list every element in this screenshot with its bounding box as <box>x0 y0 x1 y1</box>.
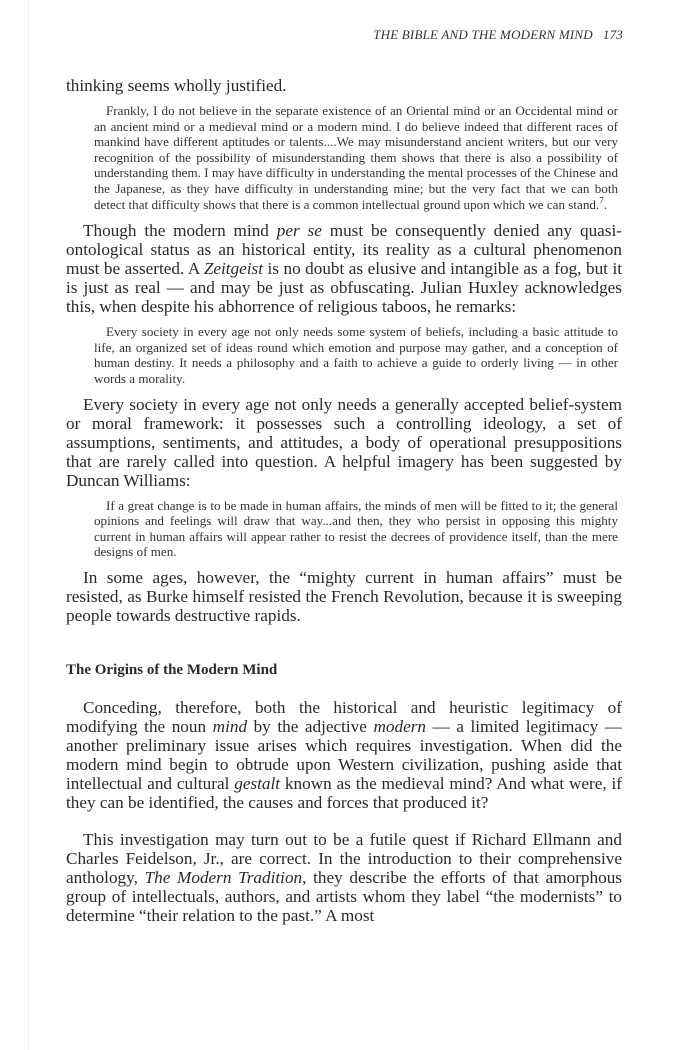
paragraph-belief-system <box>66 395 622 490</box>
paragraph-conceding <box>66 698 622 812</box>
paragraph-investigation <box>66 830 622 925</box>
page-body <box>66 76 622 925</box>
text-run: This investigation may turn out to be a futile quest if Richard Ellmann and Charles Feidelson, Jr., are correct. In the introduction to their comprehensive anthology, <box>66 829 622 887</box>
quote-text: Every society in every age not only needs some system of beliefs, including a basic attitude to life, an organized set of ideas round which emotion and purpose may gather, and a conception of human destiny. It needs a philosophy and a faith to achieve a guide to orderly living — in other words a morality. <box>94 324 618 386</box>
text-run: known as the medieval mind? And what were, if they can be identified, the causes and forces that produced it? <box>66 773 622 812</box>
paragraph-burke <box>66 568 622 625</box>
paragraph-text: Every society in every age not only needs a generally accepted belief-system or moral framework: it possesses such a controlling ideology, a set of assumptions, sentiments, and attitudes, a body of operational presuppositions that are rarely called into question. A helpful imagery has been suggested by Duncan Williams: <box>66 394 622 490</box>
italic-term: per se <box>276 221 322 241</box>
running-title: THE BIBLE AND THE MODERN MIND <box>373 27 593 42</box>
italic-term: modern <box>373 716 426 736</box>
section-heading: The Origins of the Modern Mind <box>66 661 278 678</box>
block-quote-2 <box>94 324 618 386</box>
italic-term: mind <box>212 716 248 736</box>
text-run: Though the modern mind <box>83 221 277 241</box>
block-quote-1 <box>94 103 618 212</box>
running-header <box>0 27 623 43</box>
italic-term: gestalt <box>234 773 281 793</box>
page-number: 173 <box>602 27 623 42</box>
quote-text: Frankly, I do not believe in the separate existence of an Oriental mind or an Occidental mind or an ancient mind or a medieval mind or a modern mind. I do believe indeed that different races of mankind have different aptitudes or talents....We may misunderstand ancient writers, but our very recognition of the possibility of misunderstanding them shows that there is also a possibility of understanding them. I may have difficulty in understanding the mental processes of the Chinese and the Japanese, as they have difficulty in understanding mine; but the very fact that we can both detect that difficulty shows that there is a common intellectual ground upon which we can stand. <box>94 103 618 212</box>
page-edge <box>28 0 29 1050</box>
footnote-marker: 7 <box>599 195 604 206</box>
text-run: is no doubt as elusive and intangible as a fog, but it is just as real — and may be just as obfuscating. Julian Huxley acknowledges this, when despite his abhorrence of religious taboos, he remarks: <box>66 259 622 317</box>
quote-end: . <box>603 196 607 212</box>
paragraph-text: In some ages, however, the “mighty current in human affairs” must be resisted, as Burke himself resisted the French Revolution, because it is sweeping people towards destructive rapids. <box>66 567 622 625</box>
paragraph-continuation <box>66 76 622 95</box>
text-run: Conceding, therefore, both the historical and heuristic legitimacy of modifying the noun <box>66 697 622 736</box>
block-quote-3 <box>94 498 618 560</box>
italic-term: Zeitgeist <box>203 259 264 279</box>
quote-text: If a great change is to be made in human affairs, the minds of men will be fitted to it; the general opinions and feelings will draw that way...and then, they who persist in opposing this mighty current in human affairs will appear rather to resist the decrees of providence itself, than the mere designs of men. <box>94 497 618 560</box>
text-run: , they describe the efforts of that amorphous group of intellectuals, authors, and artists whom they label “the modernists” to determine “their relation to the past.” A most <box>66 867 622 925</box>
paragraph-zeitgeist <box>66 221 622 316</box>
paragraph-text: thinking seems wholly justified. <box>66 76 287 95</box>
text-run: must be consequently denied any quasi-ontological status as an historical entity, its reality as a cultural phenomenon must be asserted. A <box>66 221 622 279</box>
text-run: — a limited legitimacy — another preliminary issue arises which requires investigation. When did the modern mind begin to obtrude upon Western civilization, pushing aside that intellectual and cultural <box>66 716 622 793</box>
text-run: by the adjective <box>247 716 374 736</box>
book-title: The Modern Tradition <box>144 867 303 887</box>
